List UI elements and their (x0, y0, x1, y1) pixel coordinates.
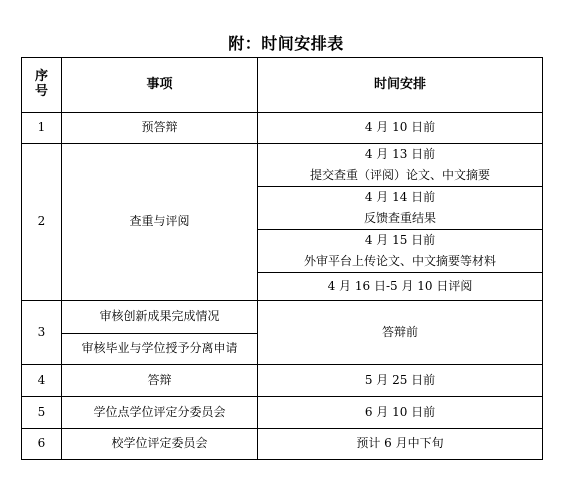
table-row (22, 365, 543, 397)
row-number: 5 (22, 397, 62, 429)
row-number: 4 (22, 365, 62, 397)
schedule-table (21, 57, 543, 460)
row-item: 审核创新成果完成情况 (62, 301, 258, 334)
time-cell (258, 187, 543, 230)
row-item: 校学位评定委员会 (62, 429, 258, 460)
table-row (22, 429, 543, 460)
time-cell (258, 230, 543, 273)
page-title: 附：时间安排表 (228, 34, 344, 53)
row-number: 3 (22, 301, 62, 365)
table-row (22, 113, 543, 144)
row-time: 答辩前 (258, 301, 543, 365)
row-time: 预计 6 月中下旬 (258, 429, 543, 460)
header-no: 序号 (22, 58, 62, 113)
row-number: 1 (22, 113, 62, 144)
row-time: 6 月 10 日前 (258, 397, 543, 429)
row-item: 答辩 (62, 365, 258, 397)
header-item: 事项 (62, 58, 258, 113)
row-time: 4 月 10 日前 (258, 113, 543, 144)
time-date: 4 月 13 日前 (364, 147, 436, 161)
time-desc: 提交查重（评阅）论文、中文摘要 (309, 168, 490, 182)
table-row (22, 301, 543, 334)
row-item: 查重与评阅 (62, 144, 258, 301)
table-header-row (22, 58, 543, 113)
time-cell (258, 144, 543, 187)
row-item: 学位点学位评定分委员会 (62, 397, 258, 429)
row-item: 预答辩 (62, 113, 258, 144)
time-desc: 反馈查重结果 (363, 211, 436, 225)
row-item: 审核毕业与学位授予分离申请 (62, 334, 258, 365)
table-row (22, 144, 543, 187)
row-time: 5 月 25 日前 (258, 365, 543, 397)
row-number: 6 (22, 429, 62, 460)
time-date: 4 月 14 日前 (364, 190, 436, 204)
table-row (22, 397, 543, 429)
header-time: 时间安排 (258, 58, 543, 113)
time-desc: 外审平台上传论文、中文摘要等材料 (303, 254, 496, 268)
row-number: 2 (22, 144, 62, 301)
time-cell: 4 月 16 日-5 月 10 日评阅 (258, 273, 543, 301)
time-date: 4 月 15 日前 (364, 233, 436, 247)
